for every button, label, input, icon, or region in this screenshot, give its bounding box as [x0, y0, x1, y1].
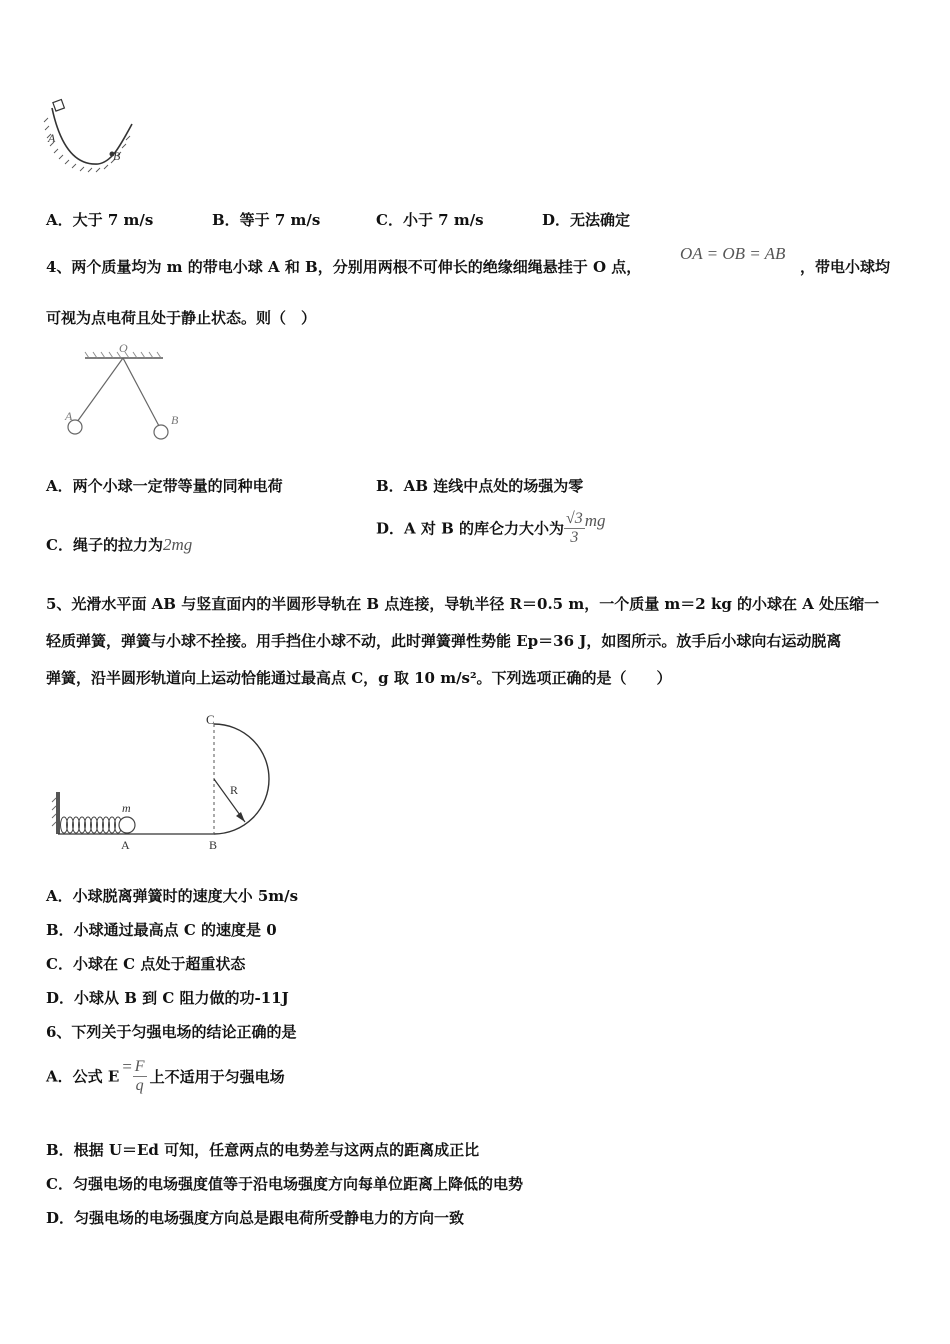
q3-option-b[interactable]: B．等于 7 m/s: [212, 211, 321, 229]
q4-stem-line2: 可视为点电荷且处于静止状态。则（ ）: [46, 309, 317, 327]
q6-option-a-num: F: [134, 1058, 145, 1075]
q4-stem-line1: 4、两个质量均为 m 的带电小球 A 和 B，分别用两根不可伸长的绝缘细绳悬挂于 O 点，: [46, 258, 642, 276]
q4-label-b: B: [171, 413, 179, 427]
q4-option-d-den: 3: [570, 529, 579, 546]
q5-label-b: B: [209, 838, 218, 852]
q4-option-d-num: √3: [566, 510, 583, 527]
q4-option-d-text: D．A 对 B 的库仑力大小为: [376, 519, 564, 538]
q3-label-b: B: [113, 149, 121, 163]
q4-option-d[interactable]: [376, 510, 606, 547]
q5-stem-line2: 轻质弹簧，弹簧与小球不拴接。用手挡住小球不动，此时弹簧弹性势能 Ep＝36 J，如图所示。放手后小球向右运动脱离: [46, 632, 842, 650]
q4-label-a: A: [65, 409, 73, 423]
q5-track-figure: [50, 712, 290, 857]
q5-stem-line3: 弹簧，沿半圆形轨道向上运动恰能通过最高点 C，g 取 10 m/s²。下列选项正确的是（ ）: [46, 669, 672, 687]
q4-pendulum-figure: [55, 340, 195, 448]
q5-option-b[interactable]: B．小球通过最高点 C 的速度是 0: [46, 921, 277, 939]
q6-stem: 6、下列关于匀强电场的结论正确的是: [46, 1023, 297, 1041]
q4-formula: OA = OB = AB: [680, 244, 786, 263]
q4-option-c-text: C．绳子的拉力为: [46, 536, 163, 554]
q4-option-d-fraction: [564, 510, 585, 547]
q6-option-a-den: q: [135, 1077, 144, 1094]
q4-option-c-math: 2mg: [162, 535, 193, 554]
q5-stem-line1: 5、光滑水平面 AB 与竖直面内的半圆形导轨在 B 点连接，导轨半径 R＝0.5 m，一个质量 m＝2 kg 的小球在 A 处压缩一: [46, 595, 880, 613]
q5-label-a: A: [121, 838, 130, 852]
q5-option-d[interactable]: D．小球从 B 到 C 阻力做的功-11J: [46, 989, 289, 1007]
q6-option-d[interactable]: D．匀强电场的电场强度方向总是跟电荷所受静电力的方向一致: [46, 1209, 465, 1227]
q6-option-a-eq: =: [121, 1056, 133, 1076]
q4-label-o: O: [119, 341, 128, 355]
q5-option-a[interactable]: A．小球脱离弹簧时的速度大小 5m/s: [46, 887, 299, 905]
q4-stem-tail: ，带电小球均: [800, 258, 891, 276]
q6-option-c[interactable]: C．匀强电场的电场强度值等于沿电场强度方向每单位距离上降低的电势: [46, 1175, 523, 1193]
q6-option-b[interactable]: B．根据 U＝Ed 可知，任意两点的电势差与这两点的距离成正比: [46, 1141, 480, 1159]
q4-option-b[interactable]: B．AB 连线中点处的场强为零: [376, 477, 584, 495]
q5-label-r: R: [230, 783, 239, 797]
q6-option-a[interactable]: [46, 1058, 285, 1095]
q6-option-a-post: 上不适用于匀强电场: [149, 1067, 285, 1086]
q4-option-a[interactable]: A．两个小球一定带等量的同种电荷: [46, 477, 283, 495]
q5-label-m: m: [122, 801, 131, 815]
q5-label-c: C: [206, 712, 215, 727]
q4-option-c[interactable]: [46, 535, 192, 555]
q5-option-c[interactable]: C．小球在 C 点处于超重状态: [46, 955, 246, 973]
q4-option-d-math: mg: [584, 510, 606, 530]
q4-ball-b: [154, 425, 168, 439]
q5-spring: [61, 817, 122, 833]
q3-track-figure: [40, 96, 140, 178]
q3-block-a: [53, 100, 65, 112]
q6-option-a-fraction: [133, 1058, 147, 1095]
q3-option-c[interactable]: C．小于 7 m/s: [376, 211, 484, 229]
q6-option-a-pre: A．公式 E: [46, 1067, 120, 1086]
q3-label-a: A: [48, 131, 56, 145]
q3-option-a[interactable]: A．大于 7 m/s: [46, 211, 154, 229]
q5-ball: [119, 817, 135, 833]
q3-option-d[interactable]: D．无法确定: [542, 211, 631, 229]
